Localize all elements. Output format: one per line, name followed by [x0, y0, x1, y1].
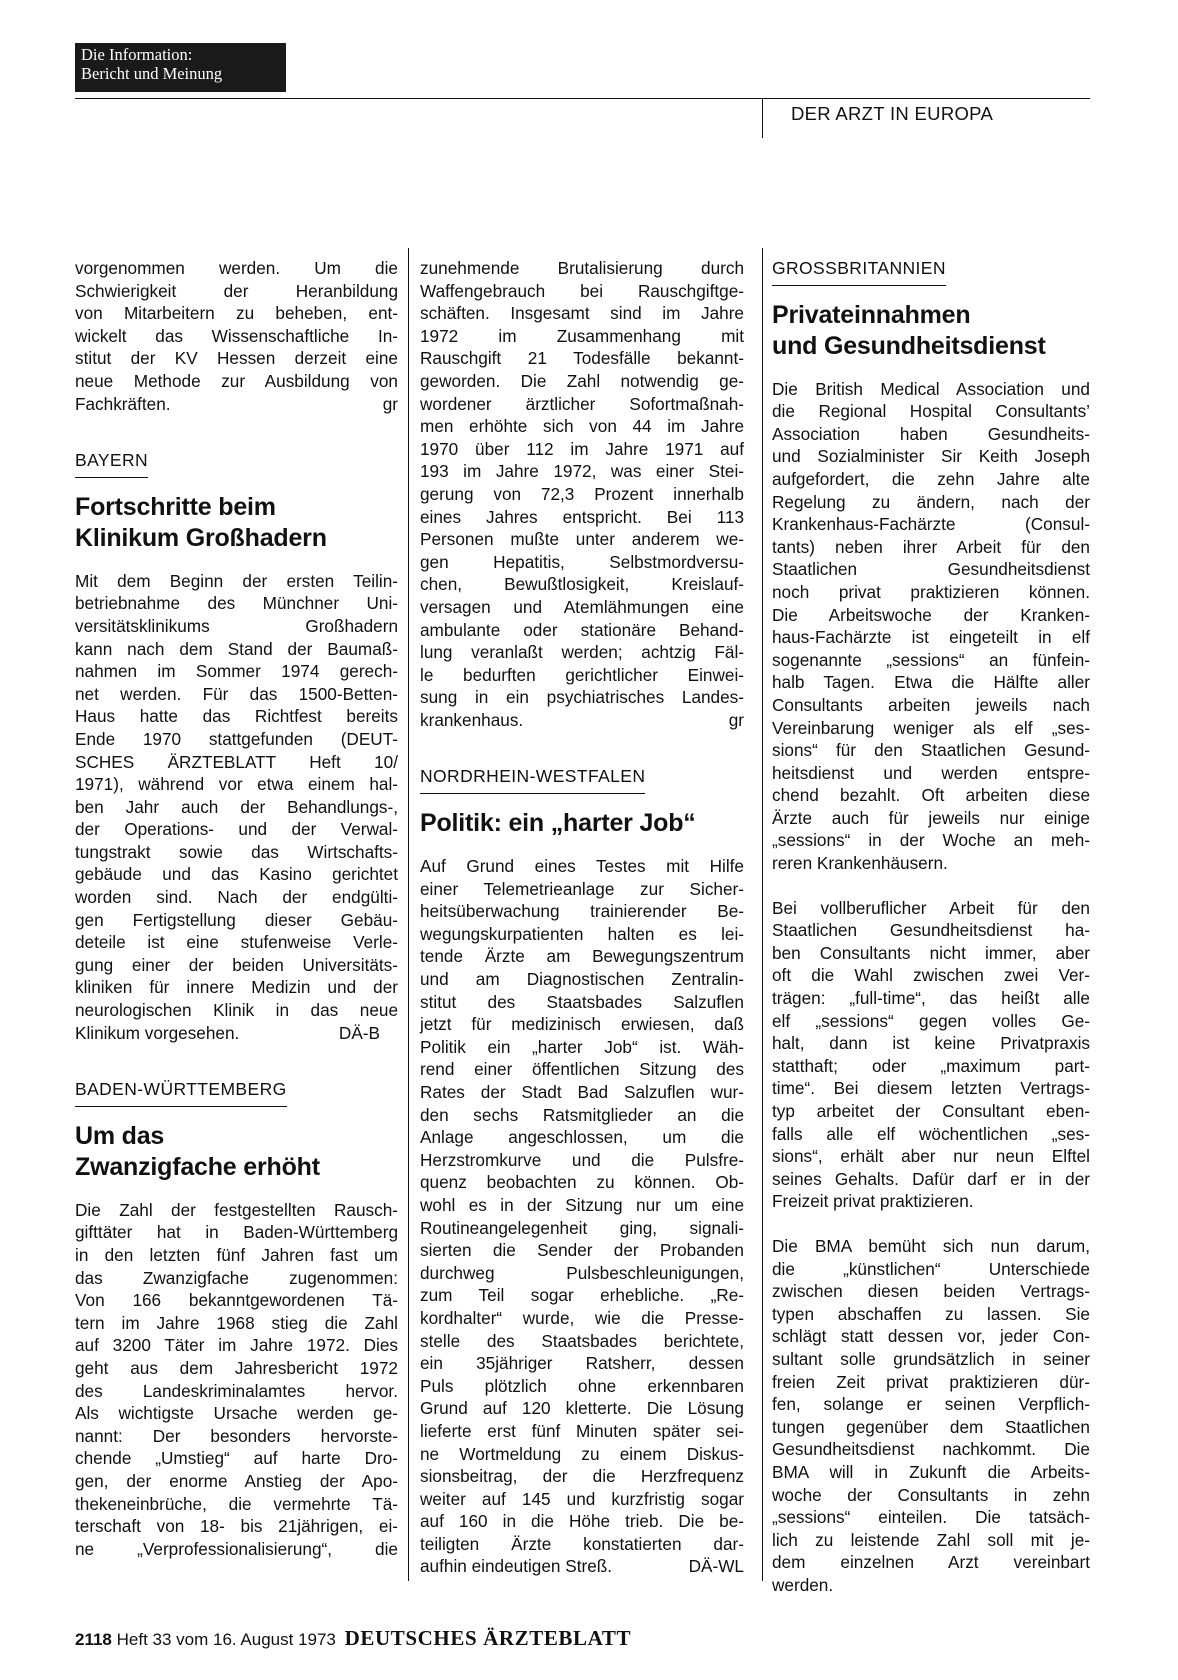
article-gb-p2-line: typ arbeitet der Consultant eben-	[772, 1101, 1090, 1121]
article-gb-p1-line: chend bezahlt. Oft arbeiten diese	[772, 785, 1090, 806]
article-nrw-line: durchweg Pulsbeschleunigungen,	[420, 1262, 744, 1283]
col2-intro-line: wordener ärztlicher Sofortmaßnah-	[420, 393, 744, 414]
top-divider	[762, 98, 763, 138]
article-gb-p1-line: aufgefordert, die zehn Jahre alte	[772, 468, 1090, 489]
article-nrw-line: und am Diagnostischen Zentralin-	[420, 969, 744, 990]
column-1	[75, 257, 398, 1560]
article-bw-line: thekeneinbrüche, die vermehrte Tä-	[75, 1493, 398, 1514]
article-gb-p3-line: dem einzelnen Arzt vereinbart	[772, 1552, 1090, 1573]
article-bayern-line: gen Fertigstellung dieser Gebäu-	[75, 909, 398, 930]
article-nrw-line: ne Wortmeldung zu einem Diskus-	[420, 1443, 744, 1464]
journal-name: DEUTSCHES ÄRZTEBLATT	[344, 1626, 632, 1650]
article-gb-p1-line: die Regional Hospital Consultants’	[772, 401, 1090, 422]
article-gb-paragraph-1	[772, 378, 1090, 852]
article-bayern-body	[75, 570, 398, 1022]
headline-grossbritannien	[772, 300, 1090, 362]
col1-intro-line: stitut der KV Hessen derzeit eine	[75, 348, 398, 369]
article-gb-p1-line: „sessions“ in der Woche an meh-	[772, 830, 1090, 851]
article-bayern-end	[75, 1022, 398, 1045]
col2-intro-line: schäften. Insgesamt sind im Jahre	[420, 303, 744, 324]
article-bw-line: Als wichtigste Ursache werden ge-	[75, 1403, 398, 1424]
col2-intro-line: 193 im Jahre 1972, was einer Stei-	[420, 461, 744, 482]
column-3	[772, 257, 1090, 1596]
article-nrw-line: Herzstromkurve und die Pulsfre-	[420, 1149, 744, 1170]
article-gb-paragraph-2	[772, 897, 1090, 1191]
headline-nordrhein-westfalen	[420, 808, 744, 839]
article-gb-p3-line: typen abschaffen zu lassen. Sie	[772, 1303, 1090, 1324]
article-nrw-line: tende Ärzte am Bewegungszentrum	[420, 946, 744, 967]
col1-intro-last-line: Fachkräften.	[75, 393, 171, 414]
article-gb-paragraph-3-end: werden.	[772, 1574, 834, 1595]
article-nrw-line: Puls plötzlich ohne erkennbaren	[420, 1375, 744, 1396]
col2-intro-line: chen, Bewußtlosigkeit, Kreislauf-	[420, 574, 744, 595]
col2-intro-line: ambulante oder stationäre Behand-	[420, 619, 744, 640]
article-bw-line: tern im Jahre 1968 stieg die Zahl	[75, 1312, 398, 1333]
article-nrw-line: Anlage angeschlossen, um die	[420, 1127, 744, 1148]
article-nrw-line: zum Teil sogar erhebliche. „Re-	[420, 1285, 744, 1306]
article-bw-line: terschaft von 18- bis 21jährigen, ei-	[75, 1516, 398, 1537]
article-nrw-line: teiligten Ärzte konstatierten dar-	[420, 1533, 744, 1554]
article-bw-line: in den letzten fünf Jahren fast um	[75, 1245, 398, 1265]
article-nrw-line: stitut des Staatsbades Salzuflen	[420, 991, 744, 1012]
article-bayern-line: neurologischen Klinik in das neue	[75, 1000, 398, 1021]
article-bayern-line: deteile ist eine stufenweise Verle-	[75, 932, 398, 953]
article-nrw-line: Routineangelegenheit ging, signali-	[420, 1217, 744, 1238]
headline-baden-wuerttemberg	[75, 1121, 398, 1183]
col2-intro-line: lung veranlaßt werden; achtzig Fäl-	[420, 642, 744, 663]
page-number: 2118	[75, 1630, 112, 1649]
article-gb-p3-line: BMA will in Zukunft die Arbeits-	[772, 1461, 1090, 1482]
article-gb-p3-line: sultant solle grundsätzlich in seiner	[772, 1348, 1090, 1369]
article-gb-p3-line: Die BMA bemüht sich nun darum,	[772, 1235, 1090, 1256]
kicker-baden-wuerttemberg: BADEN-WÜRTTEMBERG	[75, 1078, 287, 1107]
article-gb-p2-line: statthaft; oder „maximum part-	[772, 1055, 1090, 1076]
article-gb-p1-line: haus-Fachärzte ist eingeteilt in elf	[772, 627, 1090, 648]
article-gb-p2-line: seines Gehalts. Dafür darf er in der	[772, 1168, 1090, 1189]
article-gb-p3-line: „sessions“ einteilen. Die tatsäch-	[772, 1507, 1090, 1528]
article-nrw-line: weiter auf 145 und kurzfristig sogar	[420, 1488, 744, 1509]
article-bayern-line: 1971), während vor etwa einem hal-	[75, 774, 398, 795]
article-bw-line: Von 166 bekanntgewordenen Tä-	[75, 1290, 398, 1311]
masthead-line-1: Die Information:	[81, 45, 193, 64]
article-bayern-line: ben Jahr auch der Behandlungs-,	[75, 796, 398, 817]
headline-bw-line-1: Um das	[75, 1121, 165, 1150]
article-gb-p1-line: Krankenhaus-Fachärzte (Consul-	[772, 514, 1090, 535]
kicker-bayern: BAYERN	[75, 449, 148, 478]
article-bayern-line: worden sind. Nach der endgülti-	[75, 887, 398, 908]
article-nrw-line: auf 160 in die Höhe trieb. Die be-	[420, 1511, 744, 1532]
article-nrw-line: Rates der Stadt Bad Salzuflen wur-	[420, 1082, 744, 1102]
col2-intro-line: zunehmende Brutalisierung durch	[420, 258, 744, 278]
article-nrw-line: Auf Grund eines Testes mit Hilfe	[420, 856, 744, 877]
article-nrw-line: wegungskurpatienten halten es lei-	[420, 923, 744, 944]
article-nrw-line: kordhalter“ wurde, wie die Presse-	[420, 1307, 744, 1328]
article-gb-p3-line: freien Zeit privat praktizieren dür-	[772, 1371, 1090, 1392]
section-title: DER ARZT IN EUROPA	[791, 103, 994, 124]
col2-intro-line: gerung von 72,3 Prozent innerhalb	[420, 483, 744, 504]
article-bw-line: nannt: Der besonders hervorste-	[75, 1425, 398, 1446]
article-gb-p1-line: sogenannte „sessions“ an fünfein-	[772, 649, 1090, 670]
article-gb-p2-line: elf „sessions“ gegen volles Ge-	[772, 1010, 1090, 1031]
article-bayern-line: Ende 1970 stattgefunden (DEUT-	[75, 728, 398, 749]
kicker-grossbritannien: GROSSBRITANNIEN	[772, 257, 946, 286]
article-gb-p3-line: schlägt statt dessen vor, jeder Con-	[772, 1326, 1090, 1347]
column-divider-2	[762, 248, 763, 1581]
article-nrw-body	[420, 855, 744, 1555]
article-nrw-line: Politik ein „harter Job“ ist. Wäh-	[420, 1036, 744, 1057]
col2-intro-line: Personen mußte unter anderem we-	[420, 529, 744, 550]
article-gb-p1-line: sions“ für den Staatlichen Gesund-	[772, 740, 1090, 761]
article-nrw-line: stelle des Staatsbades berichtete,	[420, 1330, 744, 1351]
article-nrw-line: quenz beobachten zu können. Ob-	[420, 1172, 744, 1193]
article-bw-line: Die Zahl der festgestellten Rausch-	[75, 1199, 398, 1220]
headline-nrw-line-1: Politik: ein „harter Job“	[420, 809, 696, 838]
article-bw-line: ne „Verprofessionalisierung“, die	[75, 1538, 398, 1559]
article-gb-p2-line: oft die Wahl zwischen zwei Ver-	[772, 965, 1090, 986]
article-gb-p3-line: woche der Consultants in zehn	[772, 1484, 1090, 1505]
col1-intro-end	[75, 393, 398, 416]
article-gb-p2-line: ben Consultants nicht immer, aber	[772, 942, 1090, 963]
col1-intro-signature: gr	[382, 393, 398, 414]
article-bayern-line: SCHES ÄRZTEBLATT Heft 10/	[75, 751, 398, 772]
article-nrw-line: wohl es in der Sitzung nur um eine	[420, 1194, 744, 1215]
kicker-nordrhein-westfalen: NORDRHEIN-WESTFALEN	[420, 765, 645, 794]
article-gb-p2-line: Bei vollberuflicher Arbeit für den	[772, 897, 1090, 918]
article-bayern-line: gung einer der beiden Universitäts-	[75, 954, 398, 975]
article-gb-p2-line: halt, dann ist keine Privatpraxis	[772, 1033, 1090, 1054]
col2-intro-line: 1972 im Zusammenhang mit	[420, 325, 744, 346]
col2-intro-line: men erhöhte sich von 44 im Jahre	[420, 416, 744, 437]
article-nrw-line: Grund auf 120 kletterte. Die Lösung	[420, 1398, 744, 1419]
article-bw-line: des Landeskriminalamtes hervor.	[75, 1380, 398, 1401]
page-footer	[75, 1626, 631, 1651]
article-bayern-line: kliniken für innere Medizin und der	[75, 977, 398, 998]
issue-info: Heft 33 vom 16. August 1973	[116, 1630, 336, 1649]
top-rule	[75, 98, 1090, 99]
col2-intro-end	[420, 709, 744, 732]
col1-intro	[75, 257, 398, 393]
article-bayern-line: der Operations- und der Verwal-	[75, 819, 398, 840]
col1-intro-line: wickelt das Wissenschaftliche In-	[75, 325, 398, 346]
article-nrw-line: einer Telemetrieanlage zur Sicher-	[420, 878, 744, 899]
article-gb-paragraph-1-end: reren Krankenhäusern.	[772, 853, 948, 874]
article-gb-p1-line: Vereinbarung weniger als elf „ses-	[772, 717, 1090, 738]
article-gb-p1-line: Die British Medical Association und	[772, 378, 1090, 399]
article-gb-paragraph-3	[772, 1235, 1090, 1574]
article-gb-p1-line: halb Tagen. Etwa die Hälfte aller	[772, 672, 1090, 693]
col1-intro-line: von Mitarbeitern zu beheben, ent-	[75, 303, 398, 324]
masthead	[75, 43, 286, 92]
article-gb-p3-line: zwischen diesen beiden Vertrags-	[772, 1281, 1090, 1302]
col1-intro-line: neue Methode zur Ausbildung von	[75, 370, 398, 391]
article-bayern-line: net werden. Für das 1500-Betten-	[75, 683, 398, 704]
article-bw-line: gifttäter hat in Baden-Württemberg	[75, 1222, 398, 1243]
col2-intro-line: Rauschgift 21 Todesfälle bekannt-	[420, 348, 744, 369]
article-gb-p2-line: time“. Bei diesem letzten Vertrags-	[772, 1078, 1090, 1099]
article-bayern-line: Haus hatte das Richtfest bereits	[75, 706, 398, 727]
col2-intro	[420, 257, 744, 709]
headline-gb-line-1: Privateinnahmen	[772, 300, 971, 329]
article-bayern-line: nahmen im Sommer 1974 gerech-	[75, 661, 398, 682]
article-bayern-line: kann nach dem Stand der Baumaß-	[75, 638, 398, 659]
article-gb-p3-line: die „künstlichen“ Unterschiede	[772, 1258, 1090, 1279]
article-gb-p1-line: Die Arbeitswoche der Kranken-	[772, 604, 1090, 625]
article-bayern-last-line: Klinikum vorgesehen.	[75, 1022, 240, 1043]
headline-bayern	[75, 492, 398, 554]
col2-intro-line: 1970 über 112 im Jahre 1971 auf	[420, 438, 744, 459]
article-gb-p1-line: Regelung zu ändern, nach der	[772, 491, 1090, 512]
headline-bayern-line-1: Fortschritte beim	[75, 492, 276, 521]
article-gb-p1-line: tants) neben ihrer Arbeit für den	[772, 536, 1090, 557]
article-gb-p3-line: fen, solange er seinen Verpflich-	[772, 1394, 1090, 1415]
article-bayern-line: betriebnahme des Münchner Uni-	[75, 593, 398, 614]
masthead-line-2: Bericht und Meinung	[81, 64, 223, 83]
headline-bw-line-2: Zwanzigfache erhöht	[75, 1152, 320, 1181]
article-nrw-line: lieferte erst fünf Minuten später sei-	[420, 1420, 744, 1441]
article-gb-p3-line: lich zu leistende Zahl soll mit je-	[772, 1529, 1090, 1550]
article-gb-p2-line: Staatlichen Gesundheitsdienst ha-	[772, 920, 1090, 941]
article-gb-p2-line: falls alle elf wöchentlichen „ses-	[772, 1123, 1090, 1144]
article-gb-p3-line: tungen gegenüber dem Staatlichen	[772, 1416, 1090, 1437]
article-nrw-signature: DÄ-WL	[688, 1556, 744, 1577]
article-bw-body	[75, 1199, 398, 1561]
article-bayern-line: versitätsklinikums Großhadern	[75, 615, 398, 636]
col2-intro-line: versagen und Atemlähmungen eine	[420, 596, 744, 617]
article-nrw-end	[420, 1555, 744, 1578]
article-nrw-line: sierten die Sender der Probanden	[420, 1240, 744, 1261]
article-gb-p3-line: Gesundheitsdienst nachkommt. Die	[772, 1439, 1090, 1460]
article-bayern-line: gebäude und das Kasino gerichtet	[75, 864, 398, 885]
article-bw-line: chende „Umstieg“ auf harte Dro-	[75, 1448, 398, 1469]
article-gb-p1-line: noch privat praktizieren können.	[772, 581, 1090, 602]
article-nrw-line: rend einer öffentlichen Sitzung des	[420, 1059, 744, 1080]
col2-intro-line: Waffengebrauch bei Rauschgiftge-	[420, 280, 744, 301]
col2-intro-line: le bedurften gerichtlicher Einwei-	[420, 664, 744, 685]
col2-intro-line: gen Hepatitis, Selbstmordversu-	[420, 551, 744, 572]
headline-gb-line-2: und Gesundheitsdienst	[772, 331, 1046, 360]
article-bayern-signature: DÄ-B	[338, 1022, 380, 1043]
article-bw-line: das Zwanzigfache zugenommen:	[75, 1267, 398, 1288]
col2-intro-line: sung in ein psychiatrisches Landes-	[420, 687, 744, 708]
article-gb-p1-line: Consultants arbeiten jeweils nach	[772, 694, 1090, 715]
article-nrw-line: den sechs Ratsmitglieder an die	[420, 1104, 744, 1125]
col1-intro-line: Schwierigkeit der Heranbildung	[75, 280, 398, 301]
column-2	[420, 257, 744, 1578]
article-gb-p1-line: Ärzte auch für jeweils nur einige	[772, 807, 1090, 828]
article-gb-p2-line: trägen: „full-time“, das heißt alle	[772, 988, 1090, 1009]
article-gb-paragraph-2-end: Freizeit privat praktizieren.	[772, 1191, 974, 1212]
article-bw-line: geht aus dem Jahresbericht 1972	[75, 1357, 398, 1378]
col2-intro-line: geworden. Die Zahl notwendig ge-	[420, 370, 744, 391]
col2-intro-signature: gr	[728, 709, 744, 730]
col2-intro-last-line: krankenhaus.	[420, 709, 524, 730]
article-gb-p1-line: Association haben Gesundheits-	[772, 423, 1090, 444]
article-bw-line: gen, der enorme Anstieg der Apo-	[75, 1470, 398, 1491]
article-gb-p1-line: und Sozialminister Sir Keith Joseph	[772, 446, 1090, 467]
article-gb-p1-line: heitsdienst und werden entspre-	[772, 762, 1090, 783]
article-gb-p1-line: Staatlichen Gesundheitsdienst	[772, 559, 1090, 580]
article-nrw-last-line: aufhin eindeutigen Streß.	[420, 1556, 613, 1577]
column-divider-1	[408, 248, 409, 1581]
col1-intro-line: vorgenommen werden. Um die	[75, 258, 398, 278]
headline-bayern-line-2: Klinikum Großhadern	[75, 523, 327, 552]
article-nrw-line: heitsüberwachung trainierender Be-	[420, 901, 744, 922]
article-nrw-line: ein 35jähriger Ratsherr, dessen	[420, 1353, 744, 1374]
article-nrw-line: jetzt für medizinisch erwiesen, daß	[420, 1014, 744, 1035]
article-bayern-line: tungstrakt sowie das Wirtschafts-	[75, 841, 398, 862]
article-nrw-line: sionsbeitrag, der die Herzfrequenz	[420, 1466, 744, 1487]
article-gb-p2-line: sions“, erhält aber nur neun Elftel	[772, 1146, 1090, 1167]
article-bw-line: auf 3200 Täter im Jahre 1972. Dies	[75, 1335, 398, 1356]
col2-intro-line: eines Jahres entspricht. Bei 113	[420, 506, 744, 527]
article-bayern-line: Mit dem Beginn der ersten Teilin-	[75, 570, 398, 591]
